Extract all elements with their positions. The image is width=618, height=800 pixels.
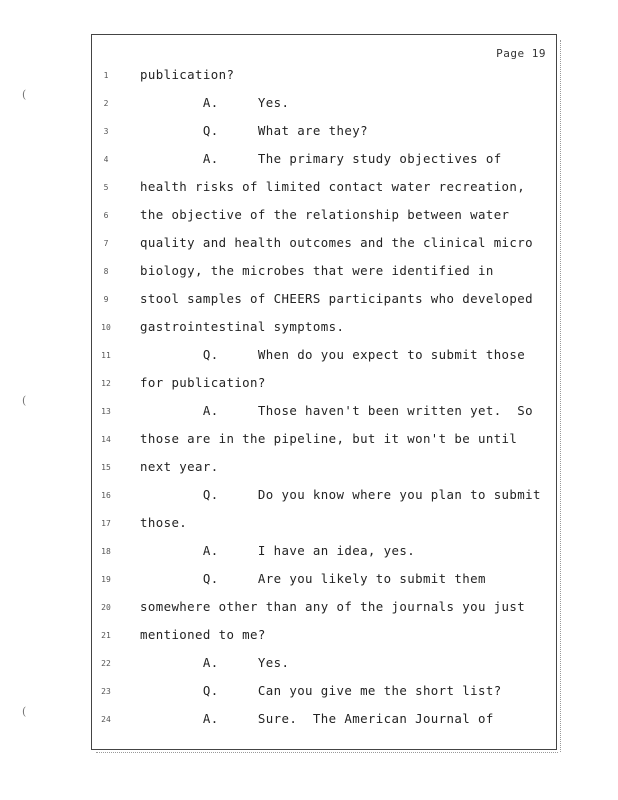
line-text: next year. [140,459,219,474]
transcript-line [0,487,618,507]
line-text: A. Those haven't been written yet. So [140,403,533,418]
line-text: Q. Are you likely to submit them [140,571,486,586]
transcript-line [0,515,618,535]
line-number: 5 [103,183,109,192]
transcript-line [0,543,618,563]
line-text: Q. Do you know where you plan to submit [140,487,541,502]
transcript-line [0,571,618,591]
line-text: Q. Can you give me the short list? [140,683,502,698]
transcript-line [0,291,618,311]
line-text: somewhere other than any of the journals you just [140,599,526,614]
transcript-line [0,459,618,479]
line-text: quality and health outcomes and the clinical micro [140,235,533,250]
line-text: those are in the pipeline, but it won't be until [140,431,518,446]
margin-mark: ( [22,394,27,407]
line-text: A. Sure. The American Journal of [140,711,494,726]
line-number: 8 [103,267,109,276]
transcript-line [0,683,618,703]
line-number: 21 [101,631,111,640]
line-number: 20 [101,603,111,612]
line-text: gastrointestinal symptoms. [140,319,345,334]
transcript-line [0,123,618,143]
transcript-line [0,179,618,199]
line-number: 10 [101,323,111,332]
transcript-line [0,403,618,423]
line-number: 16 [101,491,111,500]
line-text: health risks of limited contact water recreation, [140,179,526,194]
margin-mark: ( [22,88,27,101]
transcript-line [0,67,618,87]
transcript-line [0,95,618,115]
line-text: stool samples of CHEERS participants who developed [140,291,533,306]
line-text: A. Yes. [140,95,290,110]
line-number: 13 [101,407,111,416]
transcript-line [0,375,618,395]
line-text: A. I have an idea, yes. [140,543,416,558]
line-number: 12 [101,379,111,388]
line-text: the objective of the relationship between water [140,207,510,222]
transcript-line [0,431,618,451]
line-number: 17 [101,519,111,528]
line-number: 7 [103,239,109,248]
transcript-line [0,207,618,227]
line-text: A. The primary study objectives of [140,151,502,166]
line-text: for publication? [140,375,266,390]
transcript-line [0,263,618,283]
line-text: Q. What are they? [140,123,368,138]
line-number: 4 [103,155,109,164]
line-text: mentioned to me? [140,627,266,642]
transcript-line [0,319,618,339]
page-edge-bottom [96,752,558,754]
line-number: 1 [103,71,109,80]
line-number: 11 [101,351,111,360]
line-number: 24 [101,715,111,724]
line-number: 18 [101,547,111,556]
line-number: 22 [101,659,111,668]
transcript-line [0,627,618,647]
transcript-line [0,235,618,255]
transcript-line [0,599,618,619]
line-text: biology, the microbes that were identified in [140,263,494,278]
line-number: 6 [103,211,109,220]
page-number: Page 19 [496,47,546,60]
line-number: 19 [101,575,111,584]
line-number: 15 [101,463,111,472]
line-text: those. [140,515,188,530]
line-text: publication? [140,67,235,82]
line-number: 3 [103,127,109,136]
line-text: A. Yes. [140,655,290,670]
line-number: 2 [103,99,109,108]
line-number: 9 [103,295,109,304]
margin-mark: ( [22,705,27,718]
line-text: Q. When do you expect to submit those [140,347,526,362]
transcript-line [0,711,618,731]
transcript-line [0,151,618,171]
transcript-line [0,655,618,675]
transcript-line [0,347,618,367]
line-number: 14 [101,435,111,444]
line-number: 23 [101,687,111,696]
